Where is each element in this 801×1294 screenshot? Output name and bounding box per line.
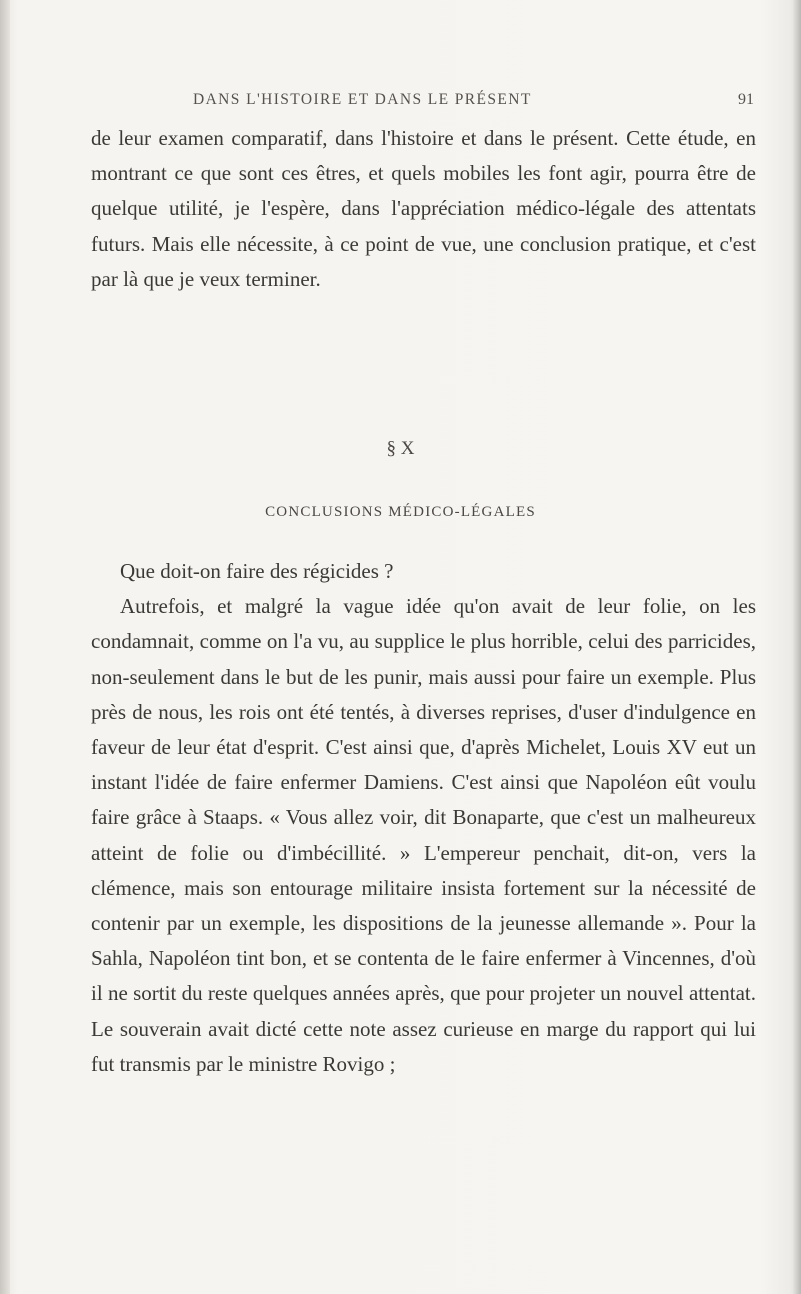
- body-paragraph-3: Autrefois, et malgré la vague idée qu'on avait de leur folie, on les condamnait, comme on l'a vu, au supplice le plus horrible, celui des parricides, non-seulement dans le but de les punir, mais aussi pour faire un exemple. Plus près de nous, les rois ont été tentés, à diverses reprises, d'user d'indulgence en faveur de leur état d'esprit. C'est ainsi que, d'après Michelet, Louis XV eut un instant l'idée de faire enfermer Damiens. C'est ainsi que Napoléon eût voulu faire grâce à Staaps. « Vous allez voir, dit Bonaparte, que c'est un malheureux atteint de folie ou d'imbécillité. » L'empereur penchait, dit-on, vers la clémence, mais son entourage militaire insista fortement sur la nécessité de contenir par un exemple, les dispositions de la jeunesse allemande ». Pour la Sahla, Napoléon tint bon, et se contenta de le faire enfermer à Vincennes, d'où il ne sortit du reste quelques années après, que pour projeter un nouvel attentat. Le souverain avait dicté cette note assez curieuse en marge du rapport qui lui fut transmis par le ministre Rovigo ;: [91, 594, 756, 1076]
- paragraph-text: de leur examen comparatif, dans l'histoire et dans le présent. Cette étude, en montrant ce que sont ces êtres, et quels mobiles les font agir, pourra être de quelque utilité, je l'espère, dans l'appréciation médico-légale des attentats futurs. Mais elle nécessite, à ce point de vue, une conclusion pratique, et c'est par là que je veux terminer.: [91, 126, 756, 291]
- section-title: CONCLUSIONS MÉDICO-LÉGALES: [265, 504, 536, 520]
- page-spine-shadow: [0, 0, 10, 1294]
- running-head: DANS L'HISTOIRE ET DANS LE PRÉSENT: [193, 91, 532, 108]
- body-paragraph-1: [91, 121, 756, 297]
- body-section-text: [91, 554, 756, 1082]
- page-number: 91: [738, 91, 754, 108]
- question-paragraph: Que doit-on faire des régicides ?: [120, 559, 394, 583]
- section-number: § X: [386, 438, 415, 459]
- page-edge-shadow: [793, 0, 801, 1294]
